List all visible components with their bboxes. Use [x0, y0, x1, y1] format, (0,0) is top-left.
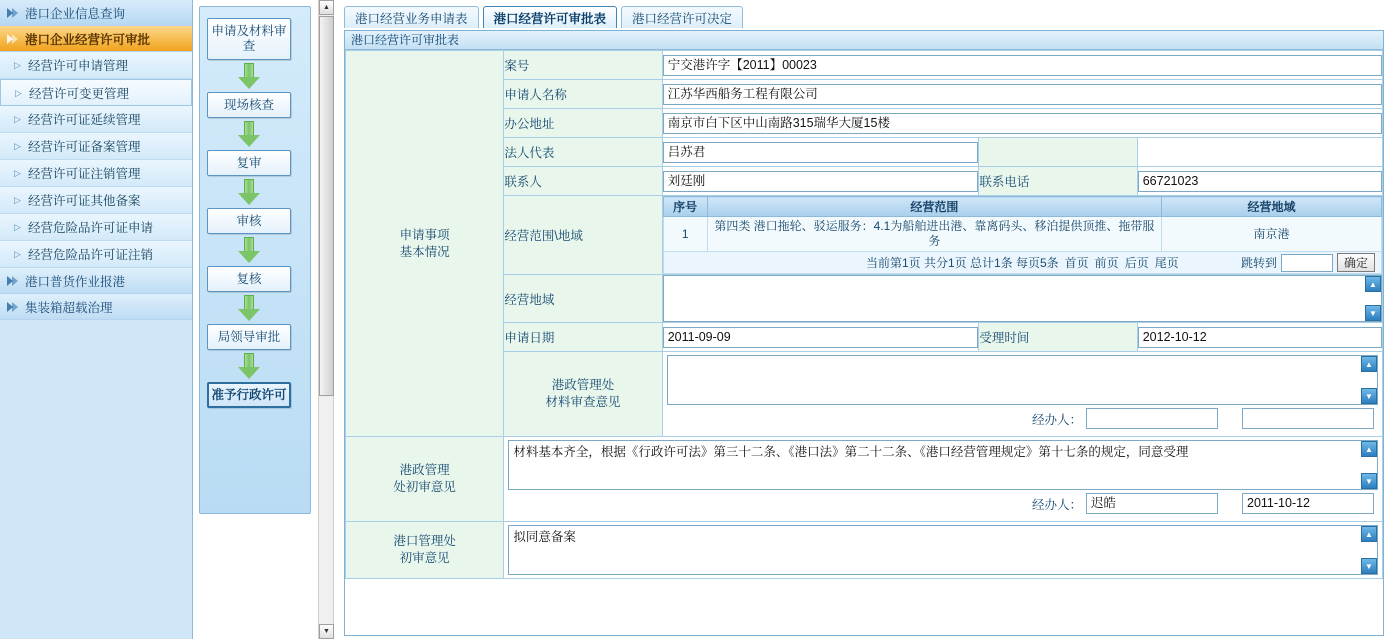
workflow-step-reexamine[interactable]	[207, 150, 291, 176]
cell-contact-phone	[1137, 167, 1382, 196]
sidebar-item-label: 经营危险品许可证注销	[28, 248, 154, 262]
cell-region-textarea	[662, 275, 1382, 323]
grid-cell-region: 南京港	[1162, 217, 1382, 252]
sidebar	[0, 0, 193, 639]
scrollbar-thumb[interactable]	[319, 16, 334, 396]
cell-scope-grid	[662, 196, 1382, 275]
scroll-down-icon[interactable]: ▼	[1361, 473, 1377, 489]
label-preliminary-opinion: 港政管理 处初审意见	[346, 437, 504, 522]
preliminary-opinion-date-input[interactable]: 2011-10-12	[1242, 493, 1374, 514]
contact-phone-input[interactable]: 66721023	[1138, 171, 1382, 192]
table-row	[346, 522, 1383, 579]
material-review-handler-label: 经办人：	[1031, 412, 1082, 427]
double-arrow-icon	[6, 274, 20, 288]
workflow-step-label: 审核	[236, 213, 262, 228]
office-address-input[interactable]: 南京市白下区中山南路315瑞华大厦15楼	[663, 113, 1382, 134]
down-arrow-icon	[238, 237, 260, 263]
tab-label: 港口经营业务申请表	[355, 11, 468, 26]
port-office-opinion-scrollbar[interactable]	[1361, 526, 1377, 574]
workflow-step-review[interactable]	[207, 266, 291, 292]
pager-prev[interactable]: 前页	[1094, 256, 1119, 270]
material-review-date-input[interactable]	[1242, 408, 1374, 429]
label-apply-date: 申请日期	[504, 323, 662, 352]
pager-summary: 当前第1页 共分1页 总计1条 每页5条	[865, 256, 1059, 270]
sidebar-group-label: 港口普货作业报港	[25, 274, 126, 289]
scroll-up-icon[interactable]: ▲	[1361, 356, 1377, 372]
sidebar-item-license-cancel[interactable]	[0, 160, 192, 187]
bullet-icon: ▷	[14, 249, 21, 259]
scroll-up-icon[interactable]: ▲	[1361, 526, 1377, 542]
apply-date-input[interactable]: 2011-09-09	[663, 327, 979, 348]
double-arrow-icon	[6, 300, 20, 314]
scroll-down-icon[interactable]: ▼	[1365, 305, 1381, 321]
sidebar-item-license-application[interactable]	[0, 52, 192, 79]
cell-apply-date	[662, 323, 979, 352]
preliminary-opinion-handler-label: 经办人：	[1031, 497, 1082, 512]
preliminary-opinion-textarea[interactable]	[508, 440, 1378, 490]
panel-title: 港口经营许可审批表	[345, 31, 1383, 50]
double-arrow-icon	[6, 6, 20, 20]
label-case-no: 案号	[504, 51, 662, 80]
cell-material-review-opinion	[662, 352, 1382, 437]
main-content	[334, 0, 1392, 639]
cell-preliminary-opinion	[504, 437, 1383, 522]
scope-grid	[663, 196, 1382, 252]
tab-license-approval-form[interactable]	[483, 6, 618, 28]
label-blank-1	[979, 138, 1137, 167]
scroll-down-icon[interactable]: ▼	[319, 624, 334, 639]
label-region: 经营地域	[504, 275, 662, 323]
pager-next[interactable]: 后页	[1124, 256, 1149, 270]
bullet-icon: ▷	[15, 87, 22, 98]
region-textarea-text	[664, 276, 1381, 282]
preliminary-opinion-scrollbar[interactable]	[1361, 441, 1377, 489]
cell-accept-date	[1137, 323, 1382, 352]
scroll-up-icon[interactable]: ▲	[1361, 441, 1377, 457]
cell-port-office-opinion	[504, 522, 1383, 579]
down-arrow-icon	[238, 121, 260, 147]
cell-blank-1	[1137, 138, 1382, 167]
pager-first[interactable]: 首页	[1064, 256, 1089, 270]
scroll-down-icon[interactable]: ▼	[1361, 388, 1377, 404]
table-row	[346, 437, 1383, 522]
cell-applicant-name	[662, 80, 1382, 109]
down-arrow-icon	[238, 295, 260, 321]
workflow-steps	[193, 8, 305, 408]
sidebar-group-port-license-approval[interactable]	[0, 26, 192, 52]
pager-ok-button[interactable]: 确定	[1337, 253, 1375, 272]
down-arrow-icon	[238, 179, 260, 205]
down-arrow-icon	[238, 353, 260, 379]
region-textarea-scrollbar[interactable]	[1365, 276, 1381, 321]
bullet-icon: ▷	[14, 168, 21, 178]
legal-representative-input[interactable]: 吕苏君	[663, 142, 979, 163]
table-row[interactable]	[663, 217, 1381, 252]
down-arrow-icon	[238, 63, 260, 89]
sidebar-item-label: 经营许可证注销管理	[28, 167, 141, 181]
sidebar-group-label: 集装箱超载治理	[25, 300, 113, 315]
workflow-step-application-review[interactable]	[207, 18, 291, 60]
label-accept-date: 受理时间	[979, 323, 1137, 352]
sidebar-item-dangerous-goods-application[interactable]	[0, 214, 192, 241]
pager-jump-area	[1241, 253, 1375, 272]
tab-license-decision[interactable]	[621, 6, 743, 28]
tab-business-application[interactable]	[344, 6, 479, 28]
grid-header-scope: 经营范围	[707, 197, 1161, 217]
label-material-review-opinion: 港政管理处 材料审查意见	[504, 352, 662, 437]
material-review-textarea[interactable]	[667, 355, 1378, 405]
port-office-opinion-text: 拟同意备案	[513, 530, 576, 544]
pager-jump-label: 跳转到	[1240, 256, 1277, 270]
sidebar-item-label: 经营危险品许可证申请	[28, 221, 154, 235]
sidebar-item-dangerous-goods-cancel[interactable]	[0, 241, 192, 268]
accept-date-input[interactable]: 2012-10-12	[1138, 327, 1382, 348]
port-office-opinion-textarea[interactable]	[508, 525, 1378, 575]
preliminary-opinion-handler-input[interactable]: 迟皓	[1086, 493, 1218, 514]
bullet-icon: ▷	[14, 195, 21, 205]
label-contact-person: 联系人	[504, 167, 662, 196]
bullet-icon: ▷	[14, 222, 21, 232]
applicant-name-input[interactable]: 江苏华西船务工程有限公司	[663, 84, 1382, 105]
sidebar-group-label: 港口企业信息查询	[25, 6, 126, 21]
bullet-icon: ▷	[14, 141, 21, 151]
workflow-step-grant-license[interactable]	[207, 382, 291, 408]
workflow-step-label: 现场核查	[223, 97, 274, 112]
scroll-up-icon[interactable]: ▲	[319, 0, 334, 15]
workflow-step-leader-approval[interactable]	[207, 324, 291, 350]
sidebar-group-general-cargo[interactable]	[0, 268, 192, 294]
sidebar-item-label: 经营许可证备案管理	[28, 140, 141, 154]
sidebar-item-label: 经营许可证延续管理	[28, 113, 141, 127]
label-legal-representative: 法人代表	[504, 138, 662, 167]
approval-form-panel	[344, 30, 1384, 636]
preliminary-opinion-text: 材料基本齐全，根据《行政许可法》第三十二条、《港口法》第二十二条、《港口经营管理规定》第十七条的规定，同意受理	[513, 445, 1189, 459]
content-scrollbar[interactable]	[318, 0, 334, 639]
material-review-sign-row	[667, 405, 1378, 433]
pager-last[interactable]: 尾页	[1154, 256, 1179, 270]
workflow-step-audit[interactable]	[207, 208, 291, 234]
table-row	[346, 51, 1383, 80]
cell-case-no	[662, 51, 1382, 80]
workflow-step-site-check[interactable]	[207, 92, 291, 118]
tab-label: 港口经营许可审批表	[493, 11, 607, 26]
label-applicant-name: 申请人名称	[504, 80, 662, 109]
double-arrow-icon	[6, 32, 20, 46]
workflow-step-label: 准予行政许可	[211, 387, 287, 402]
sidebar-item-license-change[interactable]	[0, 79, 192, 106]
contact-person-input[interactable]: 刘廷刚	[663, 171, 979, 192]
sidebar-group-label: 港口企业经营许可审批	[25, 32, 151, 47]
material-review-text	[668, 356, 1377, 362]
grid-header-region: 经营地域	[1162, 197, 1382, 217]
sidebar-group-container-overload[interactable]	[0, 294, 192, 320]
workflow-step-label: 申请及材料审查	[211, 24, 287, 53]
material-review-scrollbar[interactable]	[1361, 356, 1377, 404]
region-textarea[interactable]	[663, 275, 1382, 322]
workflow-step-label: 复审	[236, 155, 262, 170]
label-office-address: 办公地址	[504, 109, 662, 138]
grid-header-no: 序号	[663, 197, 707, 217]
sidebar-item-license-record[interactable]	[0, 133, 192, 160]
label-contact-phone: 联系电话	[979, 167, 1137, 196]
label-scope-region: 经营范围\地域	[504, 196, 662, 275]
section-label-basic-info: 申请事项 基本情况	[346, 51, 504, 437]
case-no-input[interactable]: 宁交港许字【2011】00023	[663, 55, 1382, 76]
grid-header-row	[663, 197, 1381, 217]
cell-contact-person	[662, 167, 979, 196]
tab-label: 港口经营许可决定	[632, 11, 733, 26]
bullet-icon: ▷	[14, 114, 21, 124]
sidebar-item-license-other-record[interactable]	[0, 187, 192, 214]
cell-office-address	[662, 109, 1382, 138]
workflow-step-label: 局领导审批	[217, 329, 281, 344]
workflow-step-label: 复核	[236, 271, 262, 286]
grid-cell-scope: 第四类 港口拖轮、驳运服务：4.1为船舶进出港、靠离码头、移泊提供顶推、拖带服务	[707, 217, 1161, 252]
label-port-office-opinion: 港口管理处 初审意见	[346, 522, 504, 579]
scroll-down-icon[interactable]: ▼	[1361, 558, 1377, 574]
preliminary-opinion-sign-row	[508, 490, 1378, 518]
grid-pager	[663, 252, 1382, 274]
tab-bar	[334, 0, 1392, 28]
grid-cell-no: 1	[663, 217, 707, 252]
sidebar-item-label: 经营许可申请管理	[28, 59, 129, 73]
cell-legal-representative	[662, 138, 979, 167]
sidebar-item-label: 经营许可证其他备案	[28, 194, 141, 208]
sidebar-group-enterprise-query[interactable]	[0, 0, 192, 26]
bullet-icon: ▷	[14, 60, 21, 70]
sidebar-item-license-renewal[interactable]	[0, 106, 192, 133]
workflow-pane	[193, 0, 318, 639]
scroll-up-icon[interactable]: ▲	[1365, 276, 1381, 292]
material-review-handler-input[interactable]	[1086, 408, 1218, 429]
pager-jump-input[interactable]	[1281, 254, 1333, 272]
approval-form-table	[345, 50, 1383, 579]
sidebar-item-label: 经营许可变更管理	[29, 86, 130, 101]
